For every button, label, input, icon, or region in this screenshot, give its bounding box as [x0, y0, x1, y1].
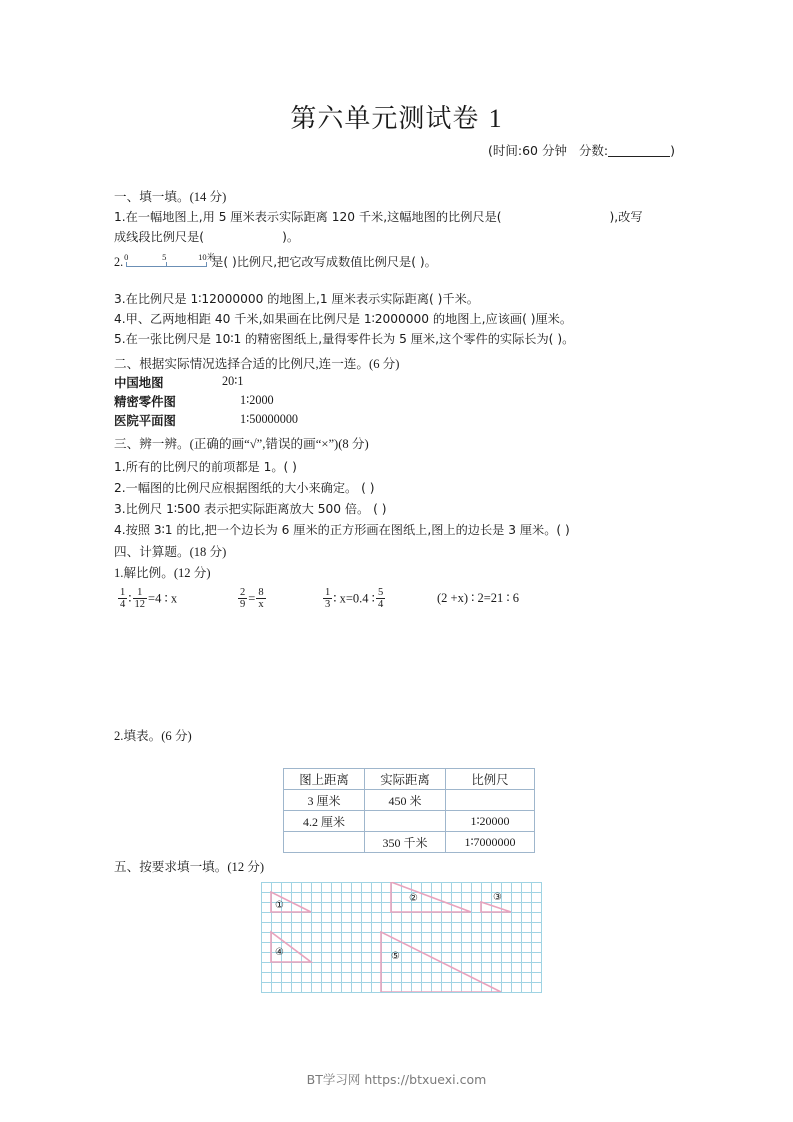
section-1-q1-line1 — [114, 208, 643, 226]
table-cell-r1c1[interactable] — [365, 811, 446, 832]
table-col-header-2: 比例尺 — [446, 769, 535, 790]
section-4-heading: 四、计算题。(18 分) — [114, 545, 227, 559]
triangle-label: ④ — [275, 947, 284, 958]
section-4-sub1-heading: 1.解比例。(12 分) — [114, 566, 211, 580]
fraction-numerator: 1 — [325, 587, 331, 598]
triangle-label: ① — [275, 900, 284, 911]
fraction-numerator: 8 — [258, 587, 264, 598]
table-col-header-0: 图上距离 — [284, 769, 365, 790]
match-left-item-0[interactable]: 中国地图 — [114, 375, 164, 390]
fraction-denominator: x — [258, 599, 264, 610]
section-1-q2-tail: 是( )比例尺,把它改写成数值比例尺是( )。 — [211, 255, 437, 269]
fraction-denominator: 12 — [134, 599, 146, 610]
fraction-denominator: 3 — [325, 599, 331, 610]
fraction-numerator: 1 — [137, 587, 143, 598]
triangle-label: ③ — [493, 892, 502, 903]
match-left-item-1[interactable]: 精密零件图 — [114, 394, 176, 409]
match-right-item-1[interactable]: 1∶2000 — [240, 393, 274, 407]
equation-2 — [237, 588, 267, 611]
triangle-shape — [481, 902, 511, 912]
fraction — [376, 587, 385, 610]
section-3-q1: 1.所有的比例尺的前项都是 1。( ) — [114, 460, 297, 474]
equation-text-part: ∶ — [128, 591, 132, 606]
footer-watermark: BT学习网 https://btxuexi.com — [306, 1072, 487, 1087]
equation-text-part: (2 +x) ∶ 2=21 ∶ 6 — [437, 591, 520, 605]
equation-3 — [322, 588, 386, 611]
fraction — [118, 587, 127, 610]
scale-tick-5 — [166, 262, 167, 267]
section-3-q3: 3.比例尺 1∶500 表示把实际距离放大 500 倍。 ( ) — [114, 502, 387, 516]
score-label: 分数: — [578, 143, 609, 158]
time-limit-label: (时间:60 分钟 — [488, 143, 567, 158]
triangle-shapes-layer — [261, 882, 541, 992]
fraction-numerator: 2 — [240, 587, 246, 598]
scale-tick-0 — [126, 262, 127, 267]
table-cell-r0c0: 3 厘米 — [284, 790, 365, 811]
equation-text-part: = — [248, 591, 256, 606]
scale-tick-10 — [206, 262, 207, 267]
table-col-header-1: 实际距离 — [365, 769, 446, 790]
exam-meta-line — [0, 141, 793, 159]
section-3-heading: 三、辨一辨。(正确的画“√”,错误的画“×”)(8 分) — [114, 437, 369, 451]
section-3-q4: 4.按照 3∶1 的比,把一个边长为 6 厘米的正方形画在图纸上,图上的边长是 3 厘米。( ) — [114, 523, 570, 537]
fraction-denominator: 4 — [120, 599, 126, 610]
section-1-q2 — [114, 253, 437, 271]
fraction-numerator: 5 — [377, 587, 384, 598]
table-row — [284, 811, 535, 832]
page-title-number: 1 — [488, 104, 503, 133]
match-right-item-2[interactable]: 1∶50000000 — [240, 412, 299, 426]
triangle-grid-figure — [261, 882, 542, 993]
table-cell-r2c1: 350 千米 — [365, 832, 446, 853]
section-1-heading: 一、填一填。(14 分) — [114, 190, 227, 204]
triangle-label: ⑤ — [391, 951, 400, 962]
section-4-sub2-heading: 2.填表。(6 分) — [114, 729, 192, 743]
fraction — [238, 587, 247, 610]
section-1-q3: 3.在比例尺是 1∶12000000 的地图上,1 厘米表示实际距离( )千米。 — [114, 292, 479, 306]
table-row — [284, 832, 535, 853]
match-right-item-0[interactable]: 20∶1 — [222, 374, 244, 388]
equation-4 — [437, 590, 519, 606]
table-cell-r2c2: 1∶7000000 — [446, 832, 535, 853]
meta-paren-close: ) — [670, 143, 675, 158]
equation-text-part: ∶ x=0.4 ∶ — [333, 591, 375, 606]
section-1-q4: 4.甲、乙两地相距 40 千米,如果画在比例尺是 1∶2000000 的地图上,应该画( )厘米。 — [114, 312, 573, 326]
section-1-q1-line2 — [114, 228, 299, 246]
section-5-heading: 五、按要求填一填。(12 分) — [114, 860, 265, 874]
fraction-numerator: 1 — [120, 587, 126, 598]
score-blank[interactable] — [608, 144, 670, 157]
section-1-q1-line2-tail: )。 — [282, 230, 300, 244]
scale-label-5: 5 — [162, 252, 167, 262]
section-2-heading: 二、根据实际情况选择合适的比例尺,连一连。(6 分) — [114, 357, 400, 371]
scale-label-0: 0 — [124, 252, 129, 262]
section-1-q2-prefix: 2. — [114, 255, 124, 269]
section-3-q2: 2.一幅图的比例尺应根据图纸的大小来确定。 ( ) — [114, 481, 375, 495]
section-1-q1-line2-text: 成线段比例尺是( — [114, 230, 205, 244]
match-left-item-2[interactable]: 医院平面图 — [114, 413, 176, 428]
scale-fill-table — [283, 768, 535, 853]
table-row — [284, 790, 535, 811]
section-1-q5: 5.在一张比例尺是 10∶1 的精密图纸上,量得零件长为 5 厘米,这个零件的实际长为( )。 — [114, 332, 575, 346]
section-1-q1-line1-tail: ),改写 — [609, 210, 643, 224]
triangle-shape — [381, 932, 501, 992]
equation-text-part: =4 ∶ x — [148, 591, 178, 606]
fraction — [323, 587, 332, 610]
line-segment-scale-figure — [124, 252, 216, 269]
table-cell-r1c0: 4.2 厘米 — [284, 811, 365, 832]
scale-label-10: 10米 — [198, 252, 216, 262]
table-cell-r0c2[interactable] — [446, 790, 535, 811]
section-1-q1-line1-text: 1.在一幅地图上,用 5 厘米表示实际距离 120 千米,这幅地图的比例尺是( — [114, 210, 502, 224]
table-cell-r0c1: 450 米 — [365, 790, 446, 811]
page-title — [0, 98, 793, 135]
equation-1 — [117, 588, 177, 611]
page-title-text: 第六单元测试卷 — [290, 104, 489, 134]
fraction — [133, 587, 148, 610]
triangle-shape — [391, 882, 471, 912]
table-header-row — [284, 769, 535, 790]
table-cell-r1c2: 1∶20000 — [446, 811, 535, 832]
triangle-label: ② — [409, 893, 418, 904]
fraction-denominator: 4 — [377, 599, 384, 610]
fraction — [256, 587, 265, 610]
fraction-denominator: 9 — [240, 599, 246, 610]
table-cell-r2c0[interactable] — [284, 832, 365, 853]
